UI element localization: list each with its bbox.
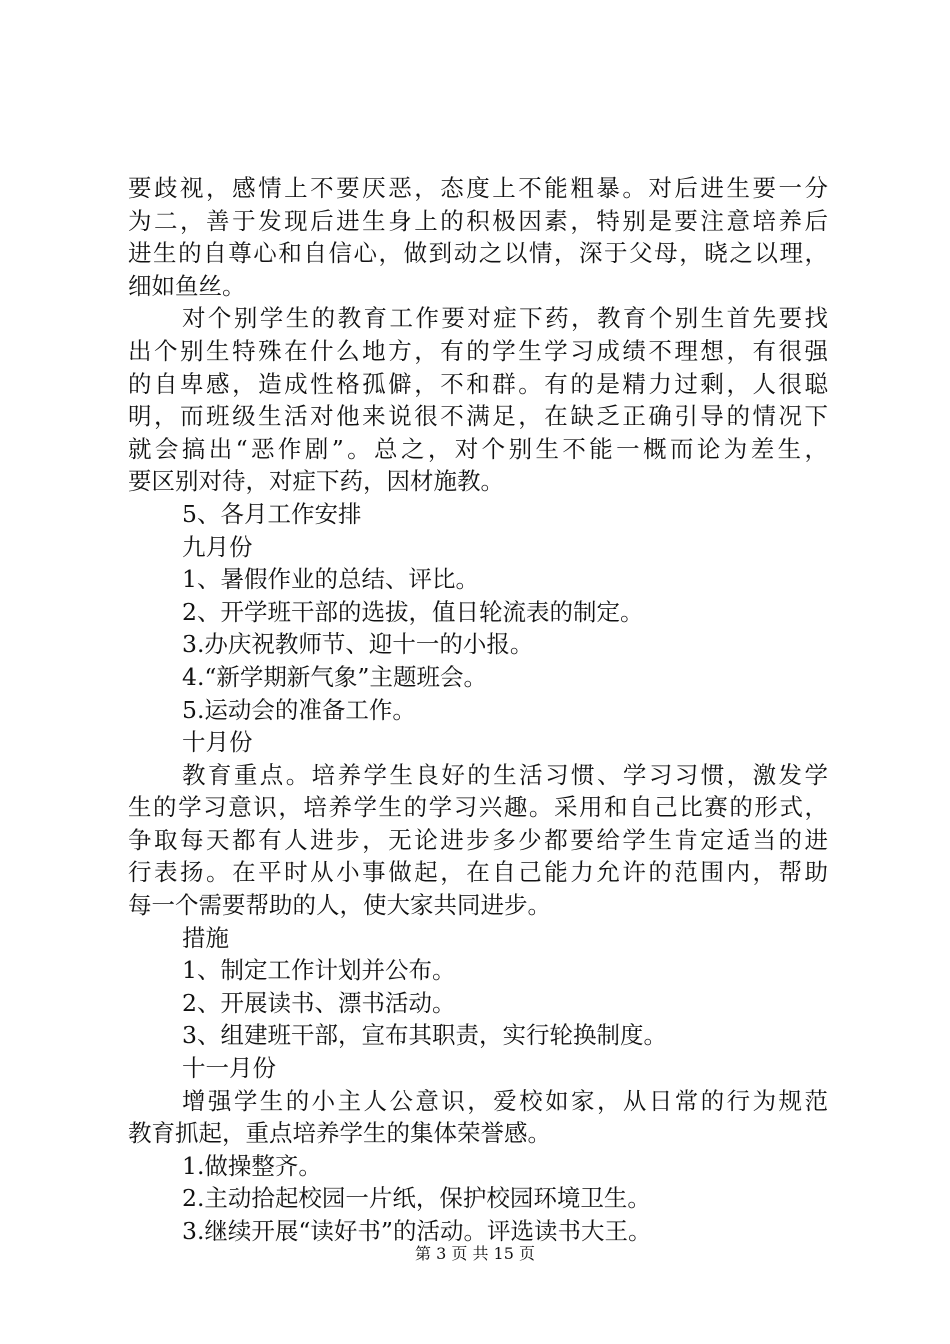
text-line: 为二，善于发现后进生身上的积极因素，特别是要注意培养后	[128, 206, 828, 235]
text-line: 的自卑感，造成性格孤僻，不和群。有的是精力过剩，人很聪	[128, 369, 828, 398]
text-line: 对个别学生的教育工作要对症下药，教育个别生首先要找	[182, 304, 828, 333]
text-line: 要歧视，感情上不要厌恶，态度上不能粗暴。对后进生要一分	[128, 174, 828, 202]
text-line: 增强学生的小主人公意识，爱校如家，从日常的行为规范	[182, 1086, 828, 1115]
text-line: 行表扬。在平时从小事做起，在自己能力允许的范围内，帮助	[128, 858, 828, 887]
page-number-label: 第 3 页 共 15 页	[415, 1244, 535, 1263]
list-item: 2、开学班干部的选拔，值日轮流表的制定。	[182, 597, 644, 626]
subheading-measures: 措施	[182, 923, 229, 952]
list-item: 3、组建班干部，宣布其职责，实行轮换制度。	[182, 1021, 667, 1050]
list-item: 1.做操整齐。	[182, 1151, 322, 1180]
list-item: 2、开展读书、漂书活动。	[182, 988, 456, 1017]
text-line: 细如鱼丝。	[128, 271, 246, 300]
list-item: 2.主动拾起校园一片纸，保护校园环境卫生。	[182, 1184, 651, 1213]
list-item: 5.运动会的准备工作。	[182, 695, 416, 724]
text-line: 要区别对待，对症下药，因材施教。	[128, 467, 504, 496]
list-item: 1、制定工作计划并公布。	[182, 956, 456, 985]
month-heading: 十月份	[182, 728, 253, 757]
text-line: 出个别生特殊在什么地方，有的学生学习成绩不理想，有很强	[128, 336, 828, 365]
document-body	[128, 172, 828, 1248]
text-line: 每一个需要帮助的人，使大家共同进步。	[128, 891, 551, 920]
text-line: 进生的自尊心和自信心，做到动之以情，深于父母，晓之以理，	[128, 239, 828, 268]
month-heading: 十一月份	[182, 1054, 276, 1083]
text-line: 就会搞出“恶作剧”。总之，对个别生不能一概而论为差生，	[128, 434, 828, 463]
section-heading: 5、各月工作安排	[182, 499, 362, 528]
text-line: 教育抓起，重点培养学生的集体荣誉感。	[128, 1119, 551, 1148]
text-line: 教育重点。培养学生良好的生活习惯、学习习惯，激发学	[182, 760, 828, 789]
text-line: 生的学习意识，培养学生的学习兴趣。采用和自己比赛的形式，	[128, 793, 828, 822]
list-item: 3.继续开展“读好书”的活动。评选读书大王。	[182, 1217, 652, 1245]
month-heading: 九月份	[182, 532, 253, 561]
list-item: 4.“新学期新气象”主题班会。	[182, 662, 487, 691]
list-item: 1、暑假作业的总结、评比。	[182, 565, 479, 594]
text-line: 争取每天都有人进步，无论进步多少都要给学生肯定适当的进	[128, 825, 828, 854]
list-item: 3.办庆祝教师节、迎十一的小报。	[182, 630, 534, 659]
page-footer	[0, 1244, 950, 1264]
text-line: 明，而班级生活对他来说很不满足，在缺乏正确引导的情况下	[128, 402, 828, 431]
